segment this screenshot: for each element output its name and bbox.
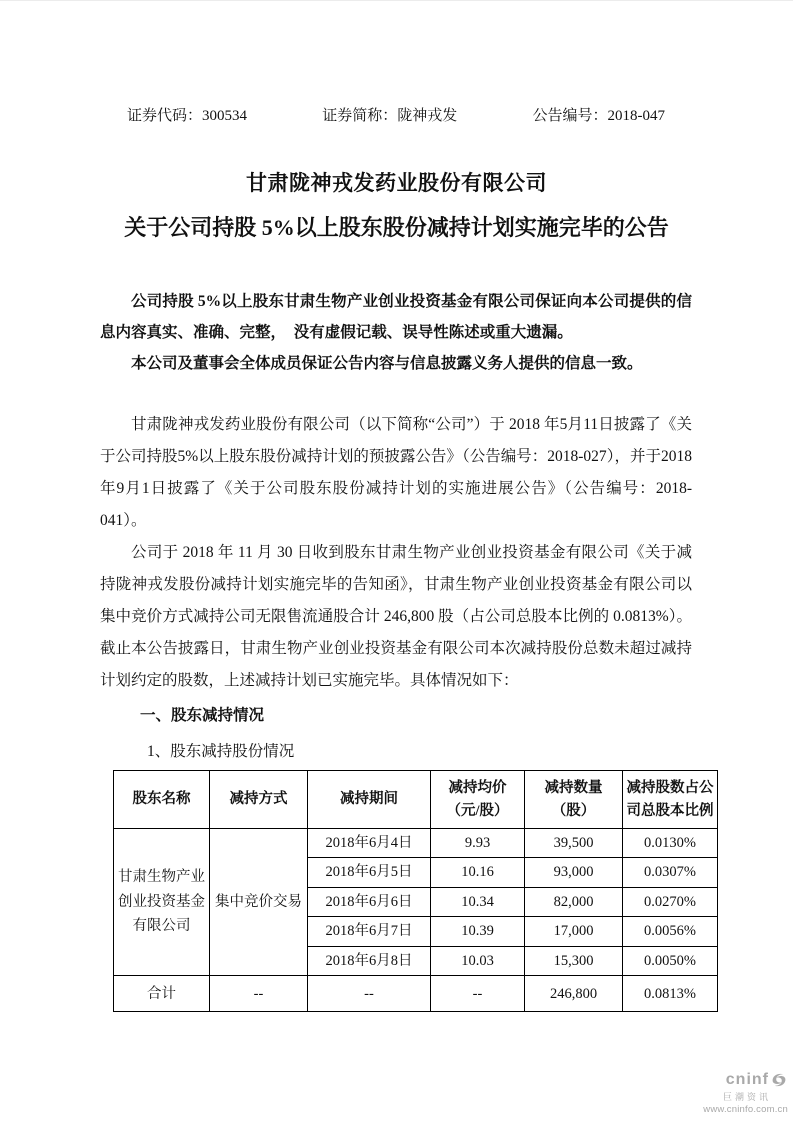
cell-period: 2018年6月7日 bbox=[308, 917, 431, 946]
cell-ratio: 0.0270% bbox=[623, 887, 718, 916]
assurance-statements bbox=[100, 286, 692, 379]
statement-line: 公司持股 5%以上股东甘肃生物产业创业投资基金有限公司保证向本公司提供的信息内容真实、准确、完整， 没有虚假记载、误导性陈述或重大遗漏。 bbox=[100, 293, 692, 341]
cell-ratio: 0.0056% bbox=[623, 917, 718, 946]
cell-method: 集中竞价交易 bbox=[210, 829, 308, 976]
cninfo-watermark bbox=[688, 1071, 788, 1115]
cell-shareholder: 甘肃生物产业创业投资基金有限公司 bbox=[114, 829, 210, 976]
cninfo-url: www.cninfo.com.cn bbox=[703, 1104, 788, 1115]
share-reduction-table bbox=[113, 770, 718, 1012]
table-total-row bbox=[114, 976, 718, 1012]
table-row bbox=[114, 829, 718, 858]
header-average-price: 减持均价（元/股） bbox=[431, 771, 525, 829]
cell-period: 2018年6月5日 bbox=[308, 858, 431, 887]
cninfo-logo-text: cninf bbox=[725, 1071, 769, 1088]
meta-header bbox=[0, 1, 793, 125]
cell-ratio: 0.0050% bbox=[623, 946, 718, 975]
cell-ratio: 0.0307% bbox=[623, 858, 718, 887]
header-ratio: 减持股数占公司总股本比例 bbox=[623, 771, 718, 829]
cell-price: 9.93 bbox=[431, 829, 525, 858]
announcement-title: 关于公司持股 5%以上股东股份减持计划实施完毕的公告 bbox=[124, 215, 669, 240]
body-paragraph: 甘肃陇神戎发药业股份有限公司（以下简称“公司”）于 2018 年5月11日披露了《关于公司持股5%以上股东股份减持计划的预披露公告》（公告编号：2018-027），并于2018年9月1日披露了《关于公司股东股份减持计划的实施进展公告》（公告编号：2018-041）。 bbox=[100, 416, 692, 529]
cninfo-brand-text: 巨潮资讯 bbox=[722, 1092, 771, 1102]
table-header-row bbox=[114, 771, 718, 829]
cell-shares: 17,000 bbox=[525, 917, 623, 946]
cninfo-swirl-icon bbox=[770, 1071, 788, 1089]
header-reduction-period: 减持期间 bbox=[308, 771, 431, 829]
sub-heading: 1、股东减持股份情况 bbox=[147, 743, 295, 760]
header-shareholder-name: 股东名称 bbox=[114, 771, 210, 829]
body-paragraph: 公司于 2018 年 11 月 30 日收到股东甘肃生物产业创业投资基金有限公司《关于减持陇神戎发股份减持计划实施完毕的告知函》，甘肃生物产业创业投资基金有限公司以集中竞价方式减持公司无限售流通股合计 246,800 股（占公司总股本比例的 0.0813%）。截止本公告披露日，甘肃生物产业创业投资基金有限公司本次减持股份总数未超过减持计划约定的股数，上述减持计划已实施完毕。具体情况如下： bbox=[100, 544, 692, 689]
cell-shares: 39,500 bbox=[525, 829, 623, 858]
cell-ratio: 0.0130% bbox=[623, 829, 718, 858]
cell-shares: 82,000 bbox=[525, 887, 623, 916]
cell-period: 2018年6月4日 bbox=[308, 829, 431, 858]
header-quantity: 减持数量（股） bbox=[525, 771, 623, 829]
cell-shares: 15,300 bbox=[525, 946, 623, 975]
cell-total-ratio: 0.0813% bbox=[623, 976, 718, 1012]
header-reduction-method: 减持方式 bbox=[210, 771, 308, 829]
section-heading: 一、股东减持情况 bbox=[140, 707, 265, 724]
cell-price: 10.16 bbox=[431, 858, 525, 887]
stock-abbr: 证券简称：陇神戎发 bbox=[322, 108, 458, 124]
cell-total-shares: 246,800 bbox=[525, 976, 623, 1012]
cell-total-method: -- bbox=[210, 976, 308, 1012]
cell-total-label: 合计 bbox=[114, 976, 210, 1012]
stock-code: 证券代码：300534 bbox=[127, 108, 248, 124]
announcement-number: 公告编号：2018-047 bbox=[532, 108, 665, 124]
cell-price: 10.03 bbox=[431, 946, 525, 975]
company-title: 甘肃陇神戎发药业股份有限公司 bbox=[246, 171, 547, 195]
cell-total-period: -- bbox=[308, 976, 431, 1012]
cell-period: 2018年6月8日 bbox=[308, 946, 431, 975]
cell-price: 10.39 bbox=[431, 917, 525, 946]
cell-total-price: -- bbox=[431, 976, 525, 1012]
cell-period: 2018年6月6日 bbox=[308, 887, 431, 916]
cell-shares: 93,000 bbox=[525, 858, 623, 887]
statement-line: 本公司及董事会全体成员保证公告内容与信息披露义务人提供的信息一致。 bbox=[131, 355, 643, 372]
cell-price: 10.34 bbox=[431, 887, 525, 916]
body-paragraphs bbox=[100, 409, 692, 697]
